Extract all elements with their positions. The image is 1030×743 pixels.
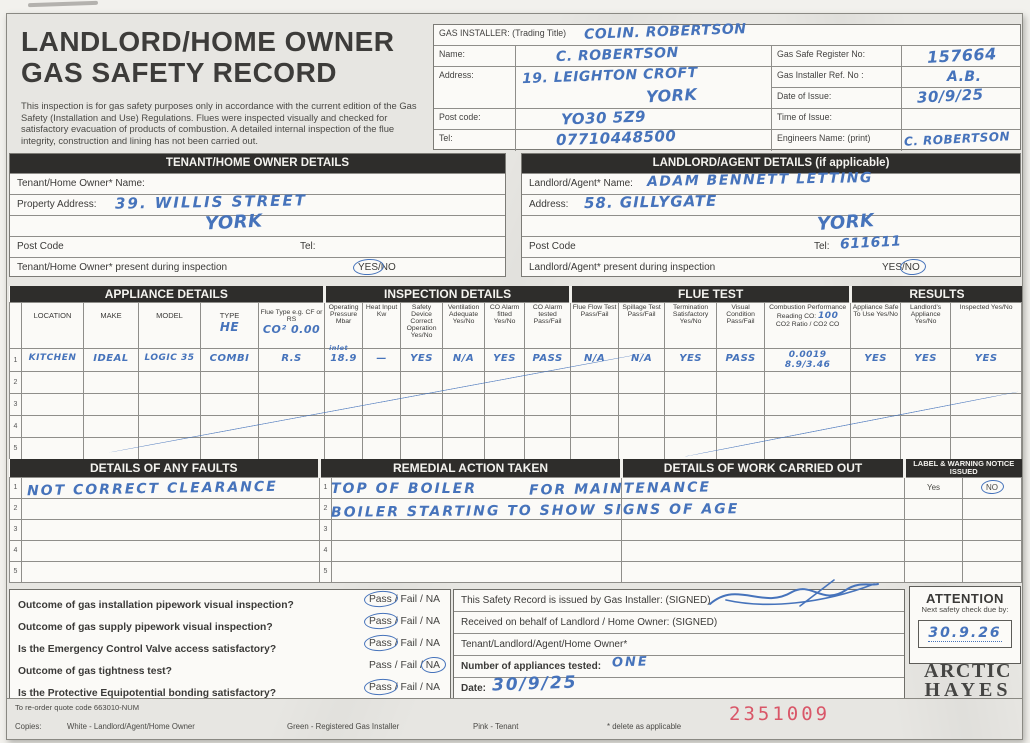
landlord-name-value: ADAM BENNETT LETTING	[646, 170, 874, 190]
faults-row1-num: 1	[10, 477, 22, 498]
outcomes-box	[9, 589, 451, 699]
attention-subtitle: Next safety check due by:	[921, 605, 1009, 614]
row1-ventilation	[443, 349, 485, 372]
col-safety-device: Safety Device Correct Operation Yes/No	[401, 303, 443, 349]
trading-title-label: GAS INSTALLER: (Trading Title)	[439, 28, 567, 38]
landlord-present-row	[522, 257, 1020, 278]
row1-pressure	[325, 344, 363, 372]
issue-date-value: 30/9/25	[916, 85, 985, 107]
col-flue-type	[259, 303, 325, 349]
q3-fail: Fail	[400, 638, 418, 649]
q1-sep1: /	[394, 594, 398, 605]
brand-line1: ARCTIC	[924, 660, 1012, 682]
remedial-row3-num: 3	[320, 519, 332, 540]
row1-model	[139, 349, 201, 372]
ref-label: Gas Installer Ref. No :	[772, 67, 902, 88]
col-type-label: TYPE	[219, 311, 240, 320]
q2-sep2: /	[419, 616, 423, 627]
work-text-1: FOR MAINTENANCE	[528, 479, 712, 499]
q5-sep1: /	[394, 682, 398, 693]
outcome-q4: Outcome of gas tightness test?	[18, 666, 172, 677]
landlord-tel-label: Tel:	[814, 241, 830, 252]
section-results: RESULTS	[851, 286, 1022, 303]
row1-landlords	[901, 349, 951, 372]
row1-heat-input	[363, 349, 401, 372]
q3-sep2: /	[419, 638, 423, 649]
row1-location	[22, 349, 84, 372]
engineer-value: C. ROBERTSON	[903, 129, 1011, 149]
installer-postcode-value: YO30 5Z9	[560, 107, 647, 129]
q2-sep1: /	[394, 616, 398, 627]
faults-section	[9, 459, 1021, 587]
q5-na: NA	[425, 682, 440, 693]
row2-number: 2	[10, 372, 22, 394]
col-heat-input: Heat Input Kw	[363, 303, 401, 349]
faults-table	[9, 459, 1022, 583]
col-safe-to-use: Appliance Safe To Use Yes/No	[851, 303, 901, 349]
installer-address-value1: 19. LEIGHTON CROFT	[521, 64, 698, 88]
landlord-address-value2: YORK	[816, 210, 876, 235]
tenant-present-label: Tenant/Home Owner* present during inspection	[17, 262, 228, 273]
landlord-present-no: NO	[904, 262, 920, 273]
installer-address-label: Address:	[434, 67, 516, 88]
intro-paragraph: This inspection is for gas safety purposes only in accordance with the current edition of the Gas Safety (Installation and Use) Regulations. Flues were inspected visually and checked for satisfactory evacuation of products of combustion. A detailed internal inspection of the flue integrity, construction and lining has not been carried out.	[21, 100, 417, 146]
tenant-postcode-row	[10, 236, 505, 257]
register-value: 157664	[926, 44, 998, 67]
col-flue-flow: Flue Flow Test Pass/Fail	[571, 303, 619, 349]
register-cell	[902, 46, 1020, 67]
tenant-name-label: Tenant/Home Owner* Name:	[17, 178, 145, 189]
q2-pass: Pass	[368, 616, 392, 627]
landlord-details-box	[521, 153, 1021, 277]
col-model: MODEL	[139, 303, 201, 349]
row1-safety-device	[401, 349, 443, 372]
issued-by-label: This Safety Record is issued by Gas Installer: (SIGNED)	[461, 595, 711, 606]
col-co-alarm-tested: CO Alarm tested Pass/Fail	[525, 303, 571, 349]
q4-sep2: /	[419, 660, 423, 671]
installer-name-cell	[516, 46, 772, 67]
row1-visual-value: PASS	[725, 353, 756, 364]
row1-location-value: KITCHEN	[28, 353, 77, 363]
installer-address-label2	[434, 88, 516, 109]
tenant-tel-label: Tel:	[300, 241, 316, 252]
row1-flue-type-value: R.S	[281, 353, 302, 364]
row3-number: 3	[10, 394, 22, 416]
engineer-cell	[902, 130, 1020, 151]
row1-type	[201, 349, 259, 372]
form-paper	[6, 13, 1023, 740]
combustion-hw: 100	[818, 311, 839, 321]
faults-row4-num: 4	[10, 540, 22, 561]
landlord-address-value1: 58. GILLYGATE	[583, 191, 718, 213]
section-appliance-details: APPLIANCE DETAILS	[10, 286, 325, 303]
tenant-name-row	[10, 173, 505, 194]
q4-na: NA	[425, 660, 440, 671]
outcome-row-1	[10, 590, 450, 612]
outcome-row-3	[10, 634, 450, 656]
attention-box	[909, 586, 1021, 664]
tenant-landlord-label: Tenant/Landlord/Agent/Home Owner*	[461, 639, 628, 650]
remedial-row5-num: 5	[320, 561, 332, 582]
row1-make-value: IDEAL	[93, 353, 129, 364]
appliance-table	[9, 286, 1022, 460]
scan-artifact	[28, 1, 98, 7]
landlord-present-label: Landlord/Agent* present during inspection	[529, 262, 716, 273]
combustion-label2: CO2 Ratio / CO2 CO	[775, 321, 840, 328]
remedial-row4-num: 4	[320, 540, 332, 561]
engineer-label: Engineers Name: (print)	[772, 130, 902, 151]
issued-by-row	[454, 590, 904, 612]
fault-text-2: BOILER STARTING TO SHOW SIGNS OF AGE	[330, 501, 740, 521]
appliance-row-4	[10, 416, 1022, 438]
tenant-address-value1: 39. WILLIS STREET	[114, 191, 308, 213]
outcome-row-4	[10, 656, 450, 678]
copy-white: White - Landlord/Agent/Home Owner	[67, 722, 195, 731]
combustion-label1: Combustion Performance Reading CO:	[769, 304, 847, 320]
col-flue-type-label: Flue Type e.g. CF or RS	[260, 309, 323, 323]
date-label: Date:	[461, 683, 487, 694]
col-spillage: Spillage Test Pass/Fail	[619, 303, 665, 349]
row1-ventilation-value: N/A	[452, 353, 475, 364]
row1-flue-flow	[571, 349, 619, 372]
row1-flue-type	[259, 349, 325, 372]
row1-number: 1	[10, 349, 22, 372]
row1-termination	[665, 349, 717, 372]
form-title	[21, 26, 425, 88]
delete-note: * delete as applicable	[607, 722, 682, 731]
col-operating-pressure: Operating Pressure Mbar	[325, 303, 363, 349]
issue-box	[453, 589, 905, 699]
row1-combustion	[765, 349, 851, 372]
label-yes: Yes	[905, 477, 963, 498]
outcome-q1: Outcome of gas installation pipework visual inspection?	[18, 600, 294, 611]
row1-safe-to-use	[851, 349, 901, 372]
remedial-row1-num: 1	[320, 477, 332, 498]
row1-co-tested-value: PASS	[532, 353, 563, 364]
outcome-row-5	[10, 678, 450, 700]
row1-safety-device-value: YES	[410, 353, 433, 364]
tenant-address-label: Property Address:	[17, 199, 97, 210]
brand-line2: HAYES	[924, 679, 1012, 701]
col-rownum	[10, 303, 22, 349]
attention-title: ATTENTION	[926, 591, 1004, 606]
col-ventilation: Ventilation Adequate Yes/No	[443, 303, 485, 349]
q1-sep2: /	[419, 594, 423, 605]
outcome-q5: Is the Protective Equipotential bonding satisfactory?	[18, 688, 277, 699]
installer-address-cell	[516, 64, 772, 88]
row1-type-value: COMBI	[209, 353, 250, 364]
installer-trading-row	[434, 21, 1020, 46]
row1-heat-input-value: —	[376, 353, 387, 364]
landlord-present-slash: /	[902, 262, 905, 273]
q1-na: NA	[425, 594, 440, 605]
landlord-name-row	[522, 170, 1020, 194]
remedial-row2-num: 2	[320, 498, 332, 519]
fault-text-1: NOT CORRECT CLEARANCE	[26, 478, 278, 500]
title-line2: GAS SAFETY RECORD	[21, 57, 338, 88]
section-flue-test: FLUE TEST	[571, 286, 851, 303]
landlord-address-label: Address:	[529, 199, 569, 210]
q3-na: NA	[425, 638, 440, 649]
arctic-hayes-logo	[915, 662, 1021, 700]
appliances-tested-label: Number of appliances tested:	[461, 661, 602, 672]
installer-tel-label: Tel:	[434, 130, 516, 151]
copies-label: Copies:	[15, 722, 42, 731]
q5-fail: Fail	[400, 682, 418, 693]
appliance-row-3	[10, 394, 1022, 416]
tenant-landlord-row	[454, 634, 904, 656]
col-combustion	[765, 303, 851, 349]
tenant-address-value2: YORK	[204, 210, 264, 235]
row1-inspected	[951, 349, 1022, 372]
faults-header: DETAILS OF ANY FAULTS	[10, 459, 320, 477]
q3-sep1: /	[394, 638, 398, 649]
tenant-present-yes: YES	[358, 262, 379, 273]
issue-time-label: Time of Issue:	[772, 109, 902, 130]
col-type	[201, 303, 259, 349]
installer-address-value2: YORK	[645, 84, 698, 107]
landlord-address-row2	[522, 210, 1020, 236]
q4-sep1: /	[394, 660, 398, 671]
issue-date-label: Date of Issue:	[772, 88, 902, 109]
label-warning-header: LABEL & WARNING NOTICE ISSUED	[905, 459, 1022, 477]
header-hw-type: HE	[219, 320, 240, 334]
col-landlords-appliance: Landlord's Appliance Yes/No	[901, 303, 951, 349]
q2-fail: Fail	[400, 616, 418, 627]
col-co-alarm-fitted: CO Alarm fitted Yes/No	[485, 303, 525, 349]
landlord-tel-value: 611611	[839, 233, 902, 253]
row5-number: 5	[10, 438, 22, 460]
tenant-present-slash: /	[378, 262, 381, 273]
installer-tel-cell	[516, 126, 772, 151]
faults-row5-num: 5	[10, 561, 22, 582]
installer-signature	[704, 576, 884, 617]
q3-pass: Pass	[368, 638, 392, 649]
trading-title-value: COLIN. ROBERTSON	[583, 21, 747, 43]
tenant-postcode-label: Post Code	[17, 241, 64, 252]
landlord-name-label: Landlord/Agent* Name:	[529, 178, 633, 189]
col-visual-condition: Visual Condition Pass/Fail	[717, 303, 765, 349]
row1-pressure-note: inlet	[329, 344, 349, 352]
faults-row-3	[10, 519, 1022, 540]
remedial-text-1: TOP OF BOILER	[331, 481, 477, 497]
tenant-details-box	[9, 153, 506, 277]
received-row	[454, 612, 904, 634]
landlord-header: LANDLORD/AGENT DETAILS (if applicable)	[522, 154, 1020, 173]
work-header: DETAILS OF WORK CARRIED OUT	[622, 459, 905, 477]
ref-value: A.B.	[947, 69, 982, 85]
appliance-row-2	[10, 372, 1022, 394]
row1-co-fitted	[485, 349, 525, 372]
title-line1: LANDLORD/HOME OWNER	[21, 26, 395, 57]
faults-row-4	[10, 540, 1022, 561]
installer-address-cell2	[516, 84, 772, 109]
row1-spillage	[619, 349, 665, 372]
appliance-table-section	[9, 286, 1021, 457]
issue-date-cell	[902, 85, 1020, 109]
label-no: NO	[986, 483, 999, 493]
q1-pass: Pass	[368, 594, 392, 605]
reorder-code: To re-order quote code 663010-NUM	[15, 703, 140, 712]
landlord-postcode-label: Post Code	[529, 241, 576, 252]
row1-inspected-value: YES	[974, 353, 998, 364]
q5-pass: Pass	[368, 682, 392, 693]
issue-time-cell	[902, 109, 1020, 130]
row1-model-value: LOGIC 35	[144, 353, 195, 363]
label-no-cell	[963, 477, 1022, 498]
q4-fail: Fail	[400, 660, 418, 671]
col-termination: Termination Satisfactory Yes/No	[665, 303, 717, 349]
appliance-section-band	[10, 286, 1022, 303]
next-check-value: 30.9.26	[928, 624, 1002, 641]
date-value: 30/9/25	[491, 672, 578, 696]
col-inspected: Inspected Yes/No	[951, 303, 1022, 349]
col-location: LOCATION	[22, 303, 84, 349]
section-inspection-details: INSPECTION DETAILS	[325, 286, 571, 303]
appliance-row-1	[10, 349, 1022, 372]
installer-tel-value: 07710448500	[555, 126, 677, 150]
row1-visual	[717, 349, 765, 372]
outcome-q2: Outcome of gas supply pipework visual inspection?	[18, 622, 273, 633]
remedial-header: REMEDIAL ACTION TAKEN	[320, 459, 622, 477]
row1-spillage-value: N/A	[630, 353, 653, 364]
tenant-header: TENANT/HOME OWNER DETAILS	[10, 154, 505, 173]
row1-co-fitted-value: YES	[493, 353, 516, 364]
faults-row2-num: 2	[10, 498, 22, 519]
q5-sep2: /	[419, 682, 423, 693]
outcome-row-2	[10, 612, 450, 634]
copy-pink: Pink - Tenant	[473, 722, 519, 731]
tenant-address-row2	[10, 210, 505, 236]
q4-pass: Pass	[368, 660, 392, 671]
installer-name-value: C. ROBERTSON	[555, 44, 680, 66]
appliance-column-headers	[10, 303, 1022, 349]
row4-number: 4	[10, 416, 22, 438]
q2-na: NA	[425, 616, 440, 627]
row1-combustion1: 0.0019	[788, 350, 827, 360]
row1-termination-value: YES	[679, 353, 702, 364]
outcome-q3: Is the Emergency Control Valve access satisfactory?	[18, 644, 277, 655]
col-make: MAKE	[84, 303, 139, 349]
appliance-row-5	[10, 438, 1022, 460]
appliances-tested-value: ONE	[611, 654, 650, 671]
row1-combustion2: 8.9/3.46	[784, 360, 831, 370]
installer-name-label: Name:	[434, 46, 516, 67]
tenant-present-row	[10, 257, 505, 278]
installer-postcode-label: Post code:	[434, 109, 516, 130]
serial-number: 2351009	[729, 703, 831, 725]
landlord-postcode-row	[522, 233, 1020, 257]
row1-flue-flow-value: N/A	[583, 353, 606, 364]
ref-cell	[902, 67, 1020, 88]
landlord-present-yes: YES	[882, 262, 903, 273]
next-check-box	[918, 620, 1012, 648]
installer-postcode-cell	[516, 109, 772, 130]
row1-landlords-value: YES	[914, 353, 938, 364]
received-label: Received on behalf of Landlord / Home Owner: (SIGNED)	[461, 617, 718, 628]
date-row	[454, 672, 904, 700]
row1-pressure-value: 18.9	[330, 353, 357, 364]
register-label: Gas Safe Register No:	[772, 46, 902, 67]
header-hw-flue: CO² 0.00	[262, 323, 321, 336]
copy-green: Green - Registered Gas Installer	[287, 722, 400, 731]
row1-make	[84, 349, 139, 372]
landlord-address-row	[522, 191, 1020, 215]
q1-fail: Fail	[400, 594, 418, 605]
faults-row3-num: 3	[10, 519, 22, 540]
tenant-present-no: NO	[380, 262, 396, 273]
row1-safe-to-use-value: YES	[864, 353, 888, 364]
faults-header-row	[10, 459, 1022, 477]
gas-installer-box	[433, 21, 1021, 150]
footer-divider	[7, 698, 1022, 699]
